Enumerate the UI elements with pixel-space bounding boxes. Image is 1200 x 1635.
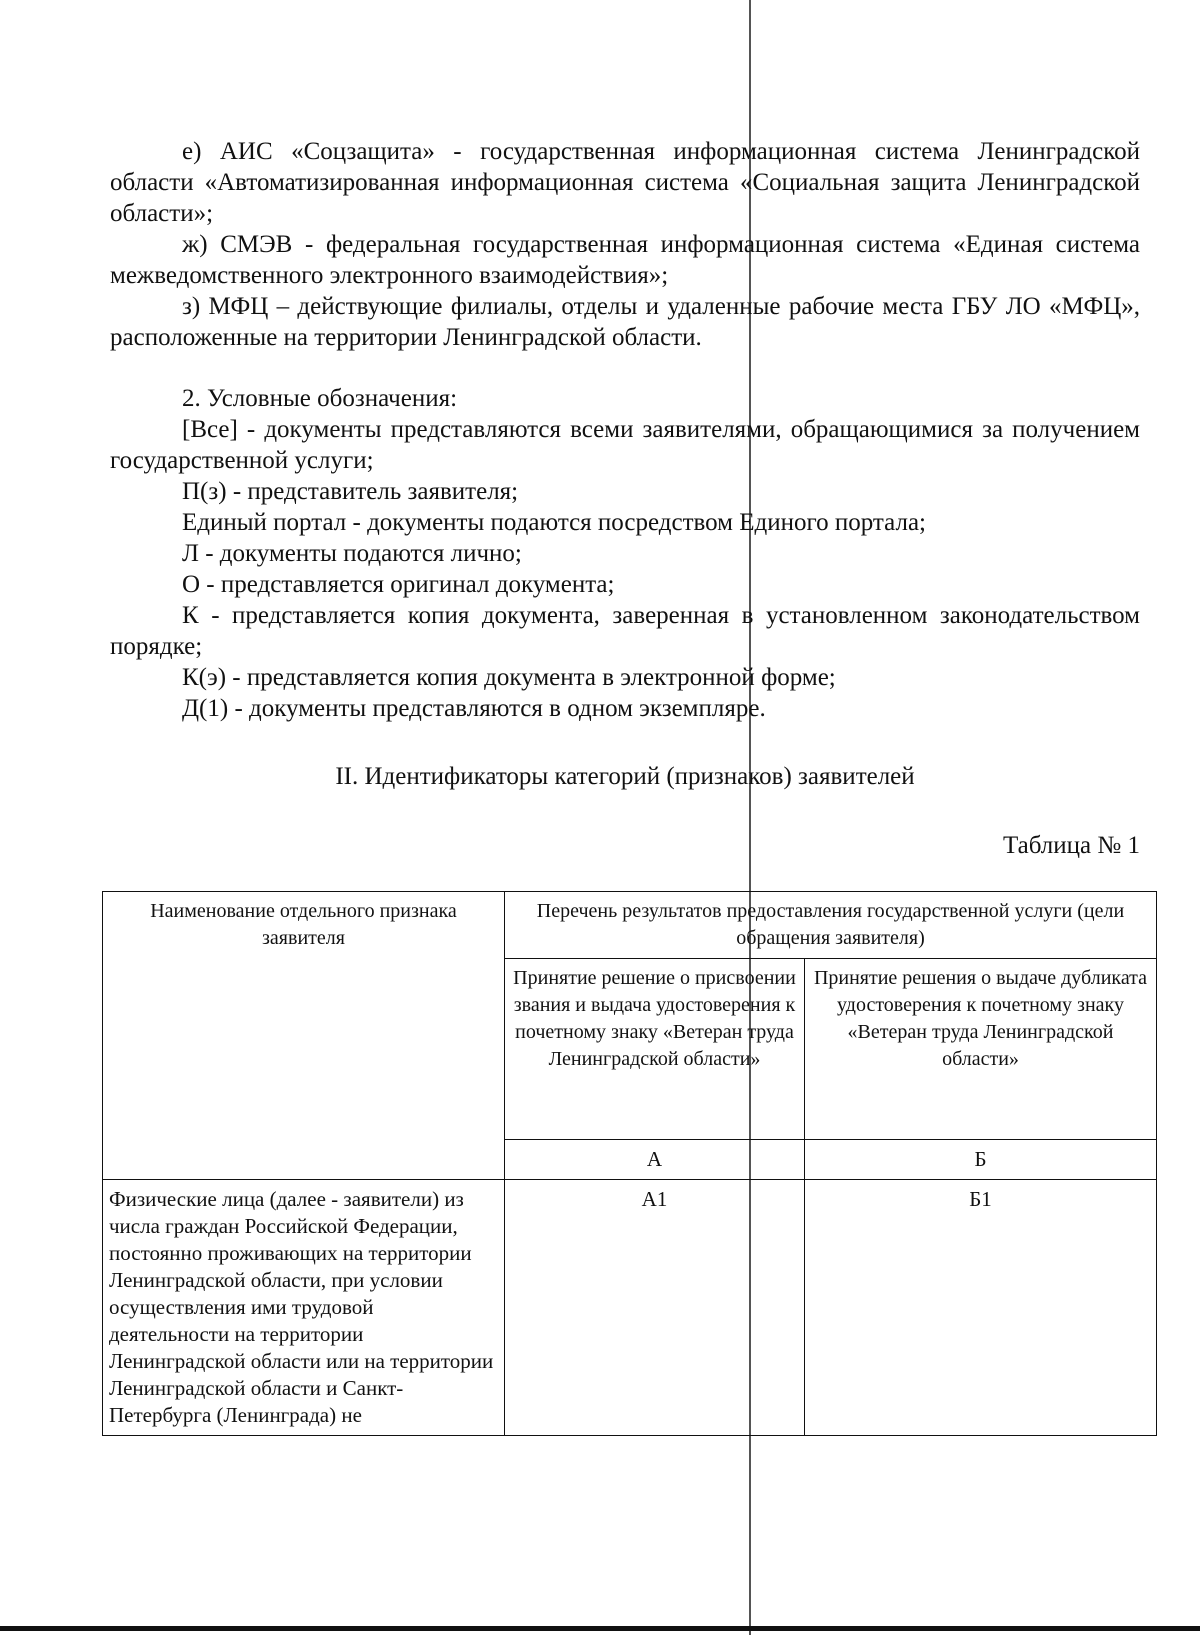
section-heading: II. Идентификаторы категорий (признаков) заявителей	[335, 763, 915, 790]
legend-item-all: [Все] - документы представляются всеми заявителями, обращающимися за получением государственной услуги;	[110, 416, 1140, 474]
document-body	[110, 136, 1140, 861]
legend-item-original: О - представляется оригинал документа;	[182, 571, 615, 598]
table-caption: Таблица № 1	[1002, 832, 1140, 859]
row1-code-a: А1	[505, 1180, 805, 1436]
paragraph-e: е) АИС «Соцзащита» - государственная информационная система Ленинградской области «Автоматизированная информационная система «Социальная защита Ленинградской области»;	[110, 138, 1140, 227]
paragraph-zh: ж) СМЭВ - федеральная государственная информационная система «Единая система межведомственного электронного взаимодействия»;	[110, 231, 1140, 289]
subheader-result-b: Принятие решения о выдаче дубликата удостоверения к почетному знаку «Ветеран труда Ленинградской области»	[805, 959, 1157, 1140]
row1-description: Физические лица (далее - заявители) из числа граждан Российской Федерации, постоянно проживающих на территории Ленинградской области, при условии осуществления ими трудовой деятельности на территории Ленинградской области или на территории Ленинградской области и Санкт-Петербурга (Ленинграда) не	[103, 1180, 505, 1436]
code-a: А	[505, 1140, 805, 1180]
legend-item-one-copy: Д(1) - документы представляются в одном экземпляре.	[182, 695, 766, 722]
legend-item-personal: Л - документы подаются лично;	[182, 540, 522, 567]
header-attribute-name: Наименование отдельного признака заявителя	[103, 892, 505, 1180]
legend-item-e-copy: К(э) - представляется копия документа в электронной форме;	[182, 664, 836, 691]
applicant-categories-table	[102, 891, 1157, 1436]
section2-title: 2. Условные обозначения:	[182, 385, 458, 412]
header-results-list: Перечень результатов предоставления государственной услуги (цели обращения заявителя)	[505, 892, 1157, 959]
paragraph-z: з) МФЦ – действующие филиалы, отделы и удаленные рабочие места ГБУ ЛО «МФЦ», расположенные на территории Ленинградской области.	[110, 293, 1140, 351]
code-b: Б	[805, 1140, 1157, 1180]
subheader-result-a: Принятие решение о присвоении звания и выдача удостоверения к почетному знаку «Ветеран труда Ленинградской области»	[505, 959, 805, 1140]
bottom-edge-rule	[0, 1626, 1200, 1631]
legend-item-copy: К - представляется копия документа, заверенная в установленном законодательством порядке;	[110, 602, 1140, 660]
row1-code-b: Б1	[805, 1180, 1157, 1436]
legend-item-portal: Единый портал - документы подаются посредством Единого портала;	[182, 509, 926, 536]
legend-item-representative: П(з) - представитель заявителя;	[182, 478, 519, 505]
